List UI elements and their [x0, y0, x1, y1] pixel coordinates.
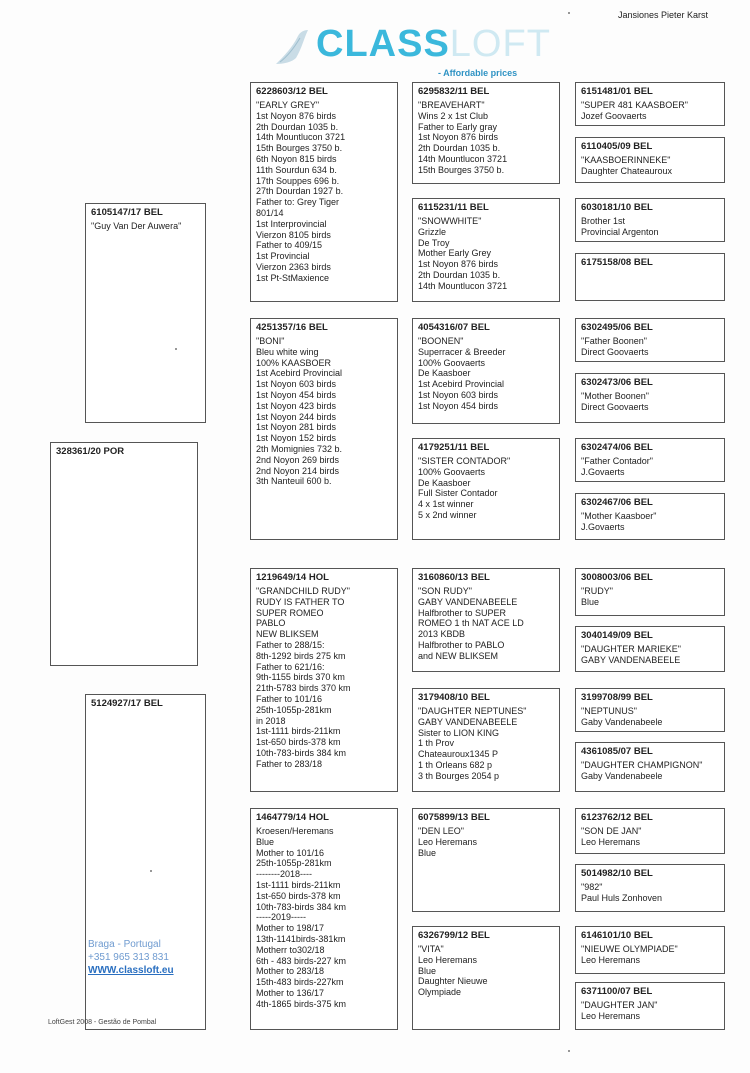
pedigree-detail-line: De Kaasboer	[418, 368, 471, 379]
owner-name: Jansiones Pieter Karst	[618, 10, 709, 20]
pedigree-detail-line: 1st Noyon 876 birds	[418, 132, 499, 143]
grandparent-card	[250, 318, 398, 540]
pedigree-detail-line: Father to 288/15:	[256, 639, 325, 650]
pedigree-detail-line: "EARLY GREY"	[256, 100, 320, 110]
pedigree-detail-line: "SNOWWHITE"	[418, 216, 482, 226]
ring-number: 6146101/10 BEL	[581, 930, 653, 941]
pedigree-detail-line: 1st Pt-StMaxience	[256, 272, 330, 283]
great-grandparent-card	[412, 688, 560, 792]
great-grandparent-card	[412, 926, 560, 1030]
pedigree-detail-line: Father to 409/15	[256, 240, 323, 251]
grandparent-card	[250, 568, 398, 792]
ring-number: 5124927/17 BEL	[91, 698, 163, 709]
pedigree-detail-line: GABY VANDENABEELE	[418, 716, 518, 727]
pedigree-detail-line: -----2019-----	[256, 912, 306, 923]
great-great-grandparent-card	[575, 808, 725, 854]
ring-number: 6302473/06 BEL	[581, 377, 653, 388]
pedigree-detail-line: "Mother Kaasboer"	[581, 511, 657, 521]
pedigree-detail-line: 4th-1865 birds-375 km	[256, 998, 347, 1009]
pedigree-detail-line: "Guy Van Der Auwera"	[91, 221, 182, 231]
pedigree-detail-line: "BONI"	[256, 336, 285, 346]
pedigree-detail-line: 100% Goovaerts	[418, 357, 486, 368]
great-great-grandparent-card	[575, 626, 725, 672]
ring-number: 4054316/07 BEL	[418, 322, 490, 333]
ring-number: 3160860/13 BEL	[418, 572, 490, 583]
grandparent-card	[250, 82, 398, 302]
pedigree-detail-line: Gaby Vandenabeele	[581, 770, 663, 781]
ring-number: 6302474/06 BEL	[581, 442, 653, 453]
pedigree-detail-line: 9th-1155 birds 370 km	[256, 672, 345, 683]
pedigree-detail-line: GABY VANDENABEELE	[581, 654, 681, 665]
ring-number: 6123762/12 BEL	[581, 812, 653, 823]
pedigree-detail-line: Mother to 101/16	[256, 847, 325, 858]
pedigree-detail-line: Superracer & Breeder	[418, 346, 506, 357]
pedigree-detail-line: GABY VANDENABEELE	[418, 596, 518, 607]
great-great-grandparent-card	[575, 493, 725, 540]
pedigree-detail-line: Halfbrother to SUPER	[418, 607, 507, 618]
ring-number: 6295832/11 BEL	[418, 86, 490, 97]
pedigree-detail-line: RUDY IS FATHER TO	[256, 596, 345, 607]
pedigree-detail-line: "KAASBOERINNEKE"	[581, 155, 671, 165]
pedigree-detail-line: Vierzon 2363 birds	[256, 261, 331, 272]
pedigree-detail-line: 6th - 483 birds-227 km	[256, 955, 347, 966]
pedigree-detail-line: 13th-1141birds-381km	[256, 933, 346, 944]
brand-name-light: LOFT	[449, 23, 551, 65]
pedigree-detail-line: ROMEO 1 th NAT ACE LD	[418, 618, 524, 629]
pedigree-detail-line: 1st Noyon 603 birds	[418, 389, 499, 400]
footer-credit: LoftGest 2008 - Gestão de Pombal	[48, 1019, 157, 1026]
pedigree-detail-line: "SON DE JAN"	[581, 826, 642, 836]
great-grandparent-card	[412, 198, 560, 302]
pedigree-detail-line: 1st Acebird Provincial	[418, 379, 505, 390]
pedigree-detail-line: Halfbrother to PABLO	[418, 639, 505, 650]
ring-number: 6228603/12 BEL	[256, 86, 328, 97]
pedigree-detail-line: 100% Goovaerts	[418, 466, 486, 477]
pedigree-detail-line: 1st Interprovincial	[256, 218, 327, 229]
pedigree-detail-line: Direct Goovaerts	[581, 346, 649, 357]
pedigree-detail-line: Leo Heremans	[418, 954, 478, 965]
pedigree-detail-line: "Father Boonen"	[581, 336, 647, 346]
wing-icon	[274, 28, 316, 68]
pedigree-detail-line: "Father Contador"	[581, 456, 653, 466]
pedigree-detail-line: "NEPTUNUS"	[581, 706, 637, 716]
great-great-grandparent-card	[575, 82, 725, 126]
pedigree-detail-line: Jozef Goovaerts	[581, 110, 647, 121]
pedigree-detail-line: 1st Noyon 603 birds	[256, 379, 337, 390]
pedigree-detail-line: 2th Dourdan 1035 b.	[256, 121, 339, 132]
pedigree-detail-line: 1st Provincial	[256, 251, 310, 262]
pedigree-detail-line: Grizzle	[418, 226, 447, 237]
great-great-grandparent-card	[575, 438, 725, 482]
ring-number: 3199708/99 BEL	[581, 692, 653, 703]
pedigree-detail-line: 100% KAASBOER	[256, 357, 332, 368]
pedigree-detail-line: "SISTER CONTADOR"	[418, 456, 511, 466]
pedigree-detail-line: "SUPER 481 KAASBOER"	[581, 100, 688, 110]
pedigree-detail-line: Blue	[256, 836, 275, 847]
pedigree-detail-line: "DAUGHTER MARIEKE"	[581, 644, 681, 654]
pedigree-detail-line: 1st-650 birds-378 km	[256, 890, 341, 901]
pedigree-detail-line: Leo Heremans	[418, 836, 478, 847]
pedigree-detail-line: 3th Nanteuil 600 b.	[256, 476, 332, 487]
pedigree-detail-line: Provincial Argenton	[581, 226, 659, 237]
pedigree-detail-line: 1st Noyon 454 birds	[256, 389, 337, 400]
ring-number: 6110405/09 BEL	[581, 141, 653, 152]
pedigree-detail-line: 14th Mountlucon 3721	[418, 153, 508, 164]
great-great-grandparent-card	[575, 926, 725, 974]
pedigree-detail-line: 15th Bourges 3750 b.	[418, 164, 505, 175]
brand-name	[316, 22, 551, 66]
brand-tagline: - Affordable prices	[438, 68, 518, 78]
pedigree-detail-line: "BREAVEHART"	[418, 100, 485, 110]
ring-number: 4361085/07 BEL	[581, 746, 653, 757]
pedigree-detail-line: Blue	[581, 596, 600, 607]
pedigree-detail-line: Daughter Chateauroux	[581, 165, 673, 176]
pedigree-detail-line: Leo Heremans	[581, 1010, 641, 1021]
great-great-grandparent-card	[575, 198, 725, 242]
pedigree-detail-line: "SON RUDY"	[418, 586, 472, 596]
pedigree-detail-line: 2nd Noyon 269 birds	[256, 454, 340, 465]
great-great-grandparent-card	[575, 742, 725, 792]
pedigree-detail-line: Father to 621/16:	[256, 661, 325, 672]
pedigree-detail-line: 2th Momignies 732 b.	[256, 443, 343, 454]
pedigree-detail-line: "VITA"	[418, 944, 444, 954]
pedigree-detail-line: 25th-1055p-281km	[256, 704, 332, 715]
pedigree-detail-line: "BOONEN"	[418, 336, 464, 346]
scan-speck	[175, 348, 177, 350]
scan-speck	[150, 870, 152, 872]
great-grandparent-card	[412, 438, 560, 540]
pedigree-detail-line: 2nd Noyon 214 birds	[256, 465, 340, 476]
pedigree-detail-line: 21th-5783 birds 370 km	[256, 683, 351, 694]
pedigree-detail-line: 3 th Bourges 2054 p	[418, 770, 500, 781]
subject-pigeon-card	[50, 442, 198, 666]
pedigree-detail-line: PABLO	[256, 618, 286, 629]
scan-speck	[568, 1050, 570, 1052]
parent-card	[85, 203, 206, 423]
pedigree-detail-line: De Troy	[418, 237, 450, 248]
pedigree-detail-line: Leo Heremans	[581, 954, 641, 965]
pedigree-detail-line: 1st-1111 birds-211km	[256, 726, 341, 737]
pedigree-detail-line: and NEW BLIKSEM	[418, 650, 499, 661]
pedigree-detail-line: Mother Early Grey	[418, 248, 492, 259]
great-grandparent-card	[412, 808, 560, 912]
ring-number: 6030181/10 BEL	[581, 202, 653, 213]
ring-number: 4251357/16 BEL	[256, 322, 328, 333]
pedigree-detail-line: 1st Noyon 152 birds	[256, 433, 337, 444]
pedigree-detail-line: 2th Dourdan 1035 b.	[418, 269, 501, 280]
great-great-grandparent-card	[575, 373, 725, 423]
pedigree-detail-line: 1st Acebird Provincial	[256, 368, 343, 379]
pedigree-detail-line: 1st Noyon 423 birds	[256, 400, 337, 411]
pedigree-detail-line: Direct Goovaerts	[581, 401, 649, 412]
pedigree-detail-line: 1st-1111 birds-211km	[256, 879, 341, 890]
ring-number: 5014982/10 BEL	[581, 868, 653, 879]
pedigree-detail-line: 27th Dourdan 1927 b.	[256, 186, 344, 197]
ring-number: 6115231/11 BEL	[418, 202, 489, 213]
brand-logo	[268, 22, 568, 82]
great-grandparent-card	[412, 568, 560, 672]
brand-name-main: CLASS	[316, 23, 450, 65]
pedigree-detail-line: 8th-1292 birds 275 km	[256, 650, 346, 661]
pedigree-detail-line: Motherr to302/18	[256, 944, 325, 955]
pedigree-detail-line: 10th-783-birds 384 km	[256, 747, 347, 758]
great-great-grandparent-card	[575, 137, 725, 183]
pedigree-detail-line: 14th Mountlucon 3721	[418, 280, 508, 291]
pedigree-detail-line: SUPER ROMEO	[256, 607, 324, 618]
pedigree-detail-line: Mother to 283/18	[256, 966, 325, 977]
pedigree-detail-line: NEW BLIKSEM	[256, 629, 319, 640]
pedigree-detail-line: 1st Noyon 876 birds	[256, 110, 337, 121]
pedigree-detail-line: Sister to LION KING	[418, 727, 500, 738]
pedigree-detail-line: 15th-483 birds-227km	[256, 977, 344, 988]
pedigree-detail-line: "DAUGHTER NEPTUNES"	[418, 706, 527, 716]
pedigree-detail-line: 1st Noyon 454 birds	[418, 400, 499, 411]
contact-website-link[interactable]: WWW.classloft.eu	[88, 965, 174, 976]
pedigree-detail-line: 11th Sourdun 634 b.	[256, 164, 337, 175]
ring-number: 3008003/06 BEL	[581, 572, 653, 583]
scan-speck	[568, 12, 570, 14]
pedigree-detail-line: Father to 101/16	[256, 693, 323, 704]
great-great-grandparent-card	[575, 253, 725, 301]
great-great-grandparent-card	[575, 864, 725, 912]
pedigree-detail-line: 1st-650 birds-378 km	[256, 737, 341, 748]
pedigree-detail-line: 4 x 1st winner	[418, 499, 474, 510]
pedigree-detail-line: Gaby Vandenabeele	[581, 716, 663, 727]
pedigree-detail-line: 2013 KBDB	[418, 629, 466, 640]
grandparent-card	[250, 808, 398, 1030]
ring-number: 6151481/01 BEL	[581, 86, 653, 97]
ring-number: 6175158/08 BEL	[581, 257, 653, 268]
ring-number: 1219649/14 HOL	[256, 572, 329, 583]
contact-phone: +351 965 313 831	[88, 952, 169, 963]
ring-number: 6105147/17 BEL	[91, 207, 163, 218]
pedigree-detail-line: "DAUGHTER JAN"	[581, 1000, 658, 1010]
pedigree-detail-line: "NIEUWE OLYMPIADE"	[581, 944, 678, 954]
pedigree-detail-line: Kroesen/Heremans	[256, 826, 334, 836]
great-grandparent-card	[412, 318, 560, 424]
parent-card	[85, 694, 206, 1030]
pedigree-detail-line: 25th-1055p-281km	[256, 858, 332, 869]
ring-number: 6302495/06 BEL	[581, 322, 653, 333]
ring-number: 3179408/10 BEL	[418, 692, 490, 703]
pedigree-detail-line: Chateauroux1345 P	[418, 749, 499, 760]
pedigree-detail-line: Olympiade	[418, 987, 462, 998]
contact-city: Braga - Portugal	[88, 939, 161, 950]
pedigree-detail-line: 1st Noyon 244 birds	[256, 411, 337, 422]
pedigree-detail-line: 17th Souppes 696 b.	[256, 175, 340, 186]
ring-number: 6326799/12 BEL	[418, 930, 490, 941]
pedigree-detail-line: Blue	[418, 847, 437, 858]
pedigree-detail-line: Mother to 198/17	[256, 923, 325, 934]
pedigree-detail-line: Mother to 136/17	[256, 987, 325, 998]
pedigree-detail-line: Father to Early gray	[418, 121, 498, 132]
great-great-grandparent-card	[575, 982, 725, 1030]
pedigree-detail-line: 5 x 2nd winner	[418, 509, 477, 520]
pedigree-detail-line: J.Govaerts	[581, 521, 625, 532]
pedigree-detail-line: 1st Noyon 876 birds	[418, 259, 499, 270]
pedigree-detail-line: Blue	[418, 965, 437, 976]
ring-number: 6302467/06 BEL	[581, 497, 653, 508]
pedigree-detail-line: "RUDY"	[581, 586, 613, 596]
pedigree-detail-line: 1st Noyon 281 birds	[256, 422, 337, 433]
pedigree-detail-line: Father to: Grey Tiger	[256, 197, 340, 208]
pedigree-detail-line: Full Sister Contador	[418, 488, 498, 499]
ring-number: 4179251/11 BEL	[418, 442, 490, 453]
pedigree-detail-line: De Kaasboer	[418, 477, 471, 488]
great-great-grandparent-card	[575, 688, 725, 732]
pedigree-detail-line: 15th Bourges 3750 b.	[256, 143, 343, 154]
pedigree-detail-line: Bleu white wing	[256, 346, 319, 357]
pedigree-detail-line: 1 th Orleans 682 p	[418, 759, 493, 770]
pedigree-detail-line: --------2018----	[256, 869, 312, 880]
pedigree-detail-line: Father to 283/18	[256, 758, 323, 769]
contact-info	[88, 938, 174, 977]
pedigree-detail-line: Vierzon 8105 birds	[256, 229, 331, 240]
pedigree-detail-line: Daughter Nieuwe	[418, 976, 488, 987]
pedigree-detail-line: 10th-783-birds 384 km	[256, 901, 347, 912]
pedigree-detail-line: "Mother Boonen"	[581, 391, 649, 401]
ring-number: 3040149/09 BEL	[581, 630, 653, 641]
ring-number: 6075899/13 BEL	[418, 812, 490, 823]
ring-number: 6371100/07 BEL	[581, 986, 653, 997]
great-grandparent-card	[412, 82, 560, 184]
pedigree-detail-line: Wins 2 x 1st Club	[418, 110, 489, 121]
pedigree-detail-line: 1 th Prov	[418, 738, 455, 749]
pedigree-detail-line: in 2018	[256, 715, 286, 726]
pedigree-detail-line: "GRANDCHILD RUDY"	[256, 586, 350, 596]
ring-number: 1464779/14 HOL	[256, 812, 329, 823]
pedigree-detail-line: "982"	[581, 882, 603, 892]
pedigree-detail-line: 6th Noyon 815 birds	[256, 153, 337, 164]
pedigree-detail-line: Paul Huls Zonhoven	[581, 892, 663, 903]
pedigree-detail-line: J.Govaerts	[581, 466, 625, 477]
great-great-grandparent-card	[575, 318, 725, 362]
pedigree-detail-line: "DAUGHTER CHAMPIGNON"	[581, 760, 703, 770]
ring-number: 328361/20 POR	[56, 446, 125, 457]
pedigree-detail-line: 14th Mountlucon 3721	[256, 132, 346, 143]
pedigree-detail-line: Brother 1st	[581, 216, 626, 226]
great-great-grandparent-card	[575, 568, 725, 616]
pedigree-detail-line: 801/14	[256, 207, 284, 218]
pedigree-detail-line: Leo Heremans	[581, 836, 641, 847]
pedigree-detail-line: "DEN LEO"	[418, 826, 464, 836]
pedigree-detail-line: 2th Dourdan 1035 b.	[418, 143, 501, 154]
